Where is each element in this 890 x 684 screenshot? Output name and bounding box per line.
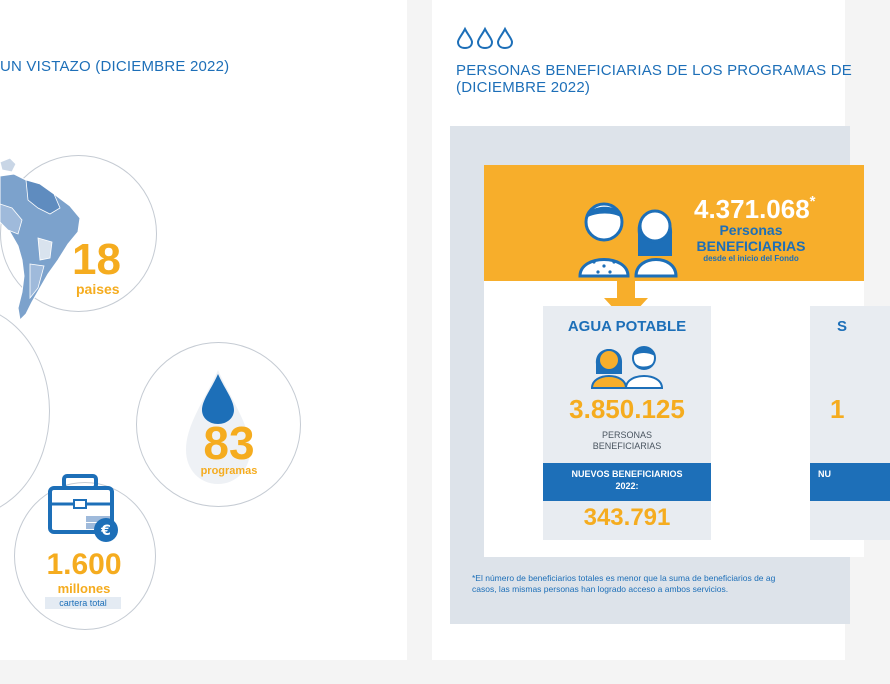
portfolio-sublabel: cartera total [45,597,121,609]
sanitation-card-value: 1 [830,394,845,424]
briefcase-euro-icon [46,472,122,548]
total-line3: desde el inicio del Fondo [703,254,799,263]
countries-label: paises [76,281,120,297]
total-line2: BENEFICIARIAS [696,238,806,254]
total-line1: Personas [719,222,783,238]
footnote-line1: *El número de beneficiarios totales es menor que la suma de beneficiarios de ag [472,573,776,583]
sanitation-new-line1: NU [818,469,831,479]
portfolio-value: 1.600 [46,548,122,581]
sanitation-card [810,306,890,540]
right-title-line1: PERSONAS BENEFICIARIAS DE LOS PROGRAMAS DE [456,62,852,79]
left-panel [0,0,407,660]
right-panel [432,0,852,660]
water-card-value: 3.850.125 [569,394,685,424]
right-title-line2: (DICIEMBRE 2022) [456,79,591,96]
total-asterisk: * [809,193,816,210]
countries-value: 18 [72,235,121,284]
water-new-value: 343.791 [583,504,671,531]
programs-label: programas [200,465,258,477]
total-value [694,193,816,224]
left-title: UN VISTAZO (DICIEMBRE 2022) [0,58,230,75]
total-number: 4.371.068 [694,194,810,224]
three-drops-icon [456,27,516,49]
water-card-label-line1: PERSONAS [601,430,652,440]
people-icon [590,340,664,388]
portfolio-label: millones [57,581,111,596]
water-new-line1: NUEVOS BENEFICIARIOS [571,469,683,479]
people-icon [576,196,686,278]
sanitation-card-title: S [837,318,848,335]
svg-text:€: € [101,523,111,539]
water-new-line2: 2022: [615,481,639,491]
programs-value: 83 [203,417,255,469]
right-title [456,62,852,96]
footnote-line2: casos, las mismas personas han logrado acceso a ambos servicios. [472,584,729,594]
water-card-label-line2: BENEFICIARIAS [592,441,662,451]
water-card-title: AGUA POTABLE [567,318,687,335]
